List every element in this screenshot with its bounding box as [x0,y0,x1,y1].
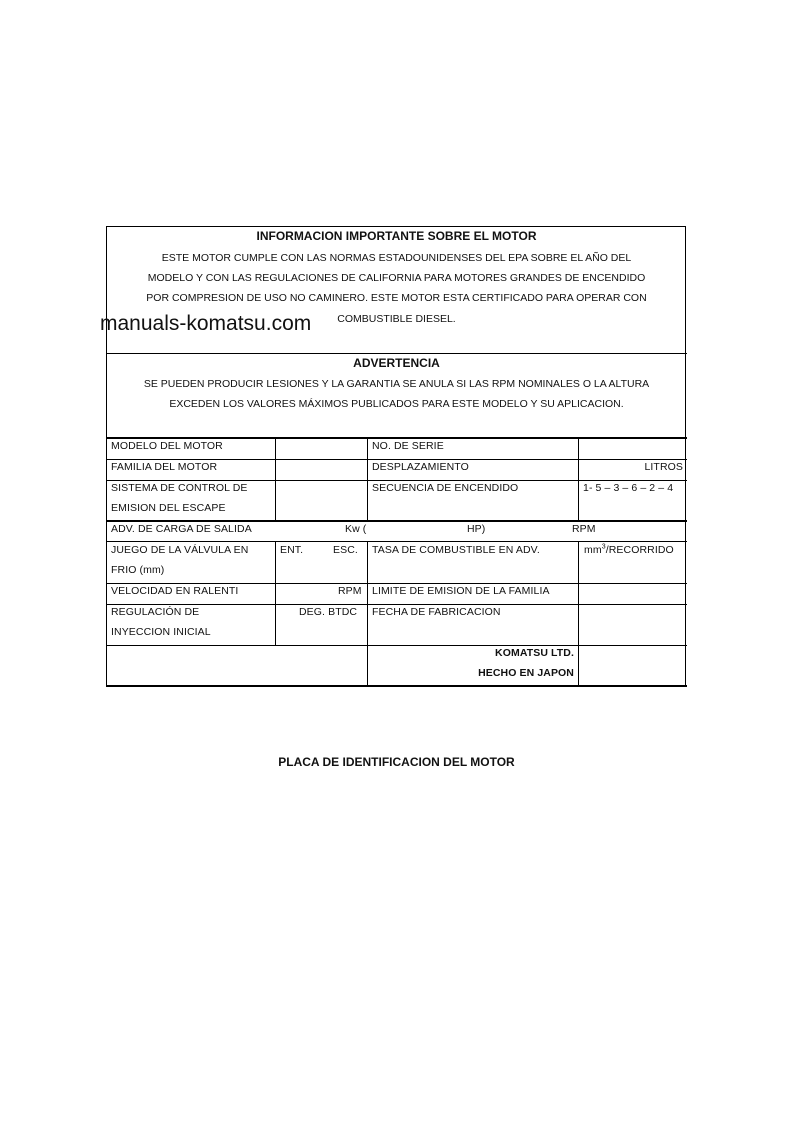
label-ent: ENT. [280,544,304,556]
unit-hp: HP) [467,523,486,535]
label-desplazamiento: DESPLAZAMIENTO [372,461,469,473]
label-limite-emision: LIMITE DE EMISION DE LA FAMILIA [372,585,550,597]
label-secuencia-de-encendido: SECUENCIA DE ENCENDIDO [372,482,519,494]
label-esc: ESC. [333,544,358,556]
company-name: KOMATSU LTD. [495,647,574,659]
made-in-japan: HECHO EN JAPON [478,667,574,679]
divider [275,541,276,645]
divider [106,520,687,522]
info-line-4: COMBUSTIBLE DIESEL. [337,313,456,325]
unit-litros: LITROS [644,461,683,473]
plate-bottom-border [106,685,687,687]
label-regulacion-line2: INYECCION INICIAL [111,626,211,638]
divider [578,438,579,521]
unit-kw: Kw ( [345,523,367,535]
divider [106,480,687,481]
unit-mm3-recorrido: $mm^3$/RECORRIDO [584,543,674,556]
label-familia-del-motor: FAMILIA DEL MOTOR [111,461,218,473]
info-line-3: POR COMPRESION DE USO NO CAMINERO. ESTE MOTOR ESTA CERTIFICADO PARA OPERAR CON [146,292,647,304]
divider [367,541,368,687]
info-line-2: MODELO Y CON LAS REGULACIONES DE CALIFORNIA PARA MOTORES GRANDES DE ENCENDIDO [147,272,646,284]
figure-caption: PLACA DE IDENTIFICACION DEL MOTOR [278,755,515,769]
label-juego-line1: JUEGO DE LA VÁLVULA EN [111,544,249,556]
warning-section-title: ADVERTENCIA [353,356,440,370]
divider [106,645,687,646]
divider [106,437,687,439]
divider [578,541,579,687]
label-no-de-serie: NO. DE SERIE [372,440,444,452]
watermark-text: manuals-komatsu.com [100,312,312,335]
label-modelo-del-motor: MODELO DEL MOTOR [111,440,223,452]
divider [275,438,276,521]
divider [106,541,687,542]
divider [106,353,687,354]
label-juego-line2: FRIO (mm) [111,564,165,576]
divider [367,438,368,521]
warning-line-2: EXCEDEN LOS VALORES MÁXIMOS PUBLICADOS PARA ESTE MODELO Y SU APLICACION. [169,398,624,410]
divider [106,459,687,460]
info-line-1: ESTE MOTOR CUMPLE CON LAS NORMAS ESTADOUNIDENSES DEL EPA SOBRE EL AÑO DEL [161,252,632,264]
divider [106,604,687,605]
unit-rpm: RPM [572,523,596,535]
label-adv-carga-salida: ADV. DE CARGA DE SALIDA [111,523,252,535]
divider [106,583,687,584]
firing-order-value: 1- 5 – 3 – 6 – 2 – 4 [583,482,674,494]
warning-line-1: SE PUEDEN PRODUCIR LESIONES Y LA GARANTIA SE ANULA SI LAS RPM NOMINALES O LA ALTURA [143,378,650,390]
label-sistema-line2: EMISION DEL ESCAPE [111,502,226,514]
info-section-title: INFORMACION IMPORTANTE SOBRE EL MOTOR [256,229,537,243]
unit-deg-btdc: DEG. BTDC [299,606,358,618]
label-velocidad-ralenti: VELOCIDAD EN RALENTI [111,585,239,597]
label-regulacion-line1: REGULACIÓN DE [111,606,200,618]
label-tasa-combustible: TASA DE COMBUSTIBLE EN ADV. [372,544,540,556]
label-sistema-line1: SISTEMA DE CONTROL DE [111,482,248,494]
label-fecha-fabricacion: FECHA DE FABRICACION [372,606,501,618]
unit-ralenti-rpm: RPM [338,585,362,597]
